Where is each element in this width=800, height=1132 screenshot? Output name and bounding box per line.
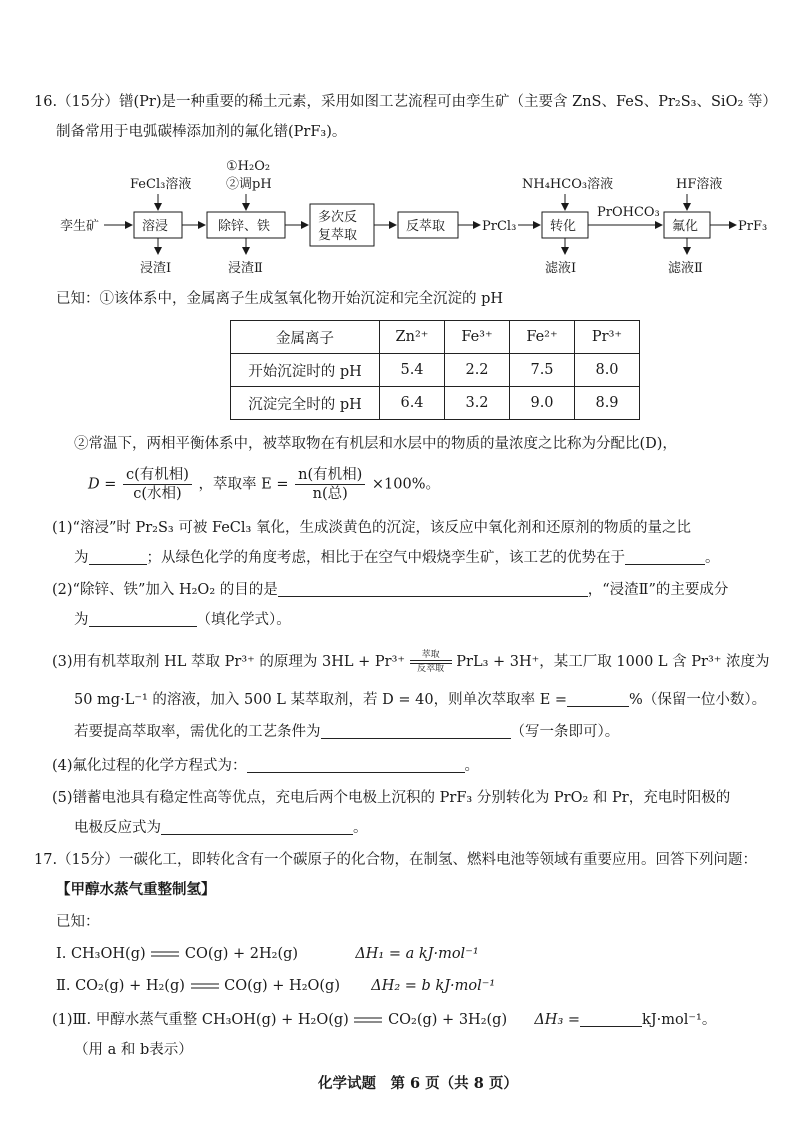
answer-blank[interactable] [625,548,705,565]
p3-c1: 若要提高萃取率，需优化的工艺条件为 [74,724,321,740]
reagent-ph: ②调pH [226,177,272,192]
r2-rhs: CO(g) + H₂O(g) [224,978,340,994]
answer-blank[interactable] [580,1010,642,1027]
reagent-fecl3: FeCl₃溶液 [130,177,192,192]
fraction-d-den: c(水相) [133,486,182,502]
answer-blank[interactable] [321,722,511,739]
p3-line-b [74,690,766,710]
p1-b2: ；从绿色化学的角度考虑，相比于在空气中煅烧孪生矿，该工艺的优势在于 [146,550,625,566]
table-header-row [231,321,640,354]
reagent-nh4hco3: NH₄HCO₃溶液 [522,177,614,192]
arrow-bottom-label: 反萃取 [410,663,452,674]
fraction-e [295,466,365,503]
p3-b1: 50 mg·L⁻¹ 的溶液，加入 500 L 某萃取剂，若 D = 40，则单次萃取率 E = [74,692,568,708]
p2-line-a [52,580,728,600]
p3-c2: （写一条即可）。 [510,724,620,740]
table-cell: 7.5 [510,354,575,387]
equilibrium-arrow-icon [150,949,180,959]
p2-a1: (2)“除锌、铁”加入 H₂O₂ 的目的是 [52,582,278,598]
box-fluorination-label: 氟化 [672,219,699,234]
reaction-2 [56,976,495,996]
box-remove-zn-fe-label: 除锌、铁 [218,219,271,234]
answer-blank[interactable] [247,756,465,773]
waste-2: 浸渣Ⅱ [228,261,263,276]
reagent-h2o2: ①H₂O₂ [226,159,271,174]
r2-lhs: Ⅱ. CO₂(g) + H₂(g) [56,978,185,994]
q16-line2: 制备常用于电弧碳棒添加剂的氟化镨(PrF₃)。 [56,124,347,140]
formula-line [88,466,440,503]
table-cell: 5.4 [380,354,445,387]
box-conversion-label: 转化 [550,219,577,234]
waste-1: 浸渣Ⅰ [140,261,172,276]
q16-line1: 16.（15分）镨(Pr)是一种重要的稀土元素，采用如图工艺流程可由孪生矿（主要含 ZnS、FeS、Pr₂S₃、SiO₂ 等） [34,94,777,110]
table-cell: 沉淀完全时的 pH [231,387,380,420]
answer-blank[interactable] [567,690,629,707]
p4-a1: (4)氟化过程的化学方程式为： [52,758,247,774]
r1-dh: ΔH₁ = a kJ·mol⁻¹ [355,946,479,962]
p3-a2: PrL₃ + 3H⁺，某工厂取 1000 L 含 Pr³⁺ 浓度为 [456,654,770,670]
p2-a2: ，“浸渣Ⅱ”的主要成分 [587,582,729,598]
table-cell: 8.0 [575,354,640,387]
table-cell: Fe³⁺ [445,321,510,354]
page-footer: 化学试题 第 6 页（共 8 页） [318,1075,518,1092]
equilibrium-arrow-icon [190,981,220,991]
table-cell: 9.0 [510,387,575,420]
q17-p1-unit: kJ·mol⁻¹。 [642,1012,717,1028]
fraction-d-num: c(有机相) [123,466,192,485]
waste-5: 滤液Ⅰ [545,261,577,276]
p5-line-a: (5)镨蓄电池具有稳定性高等优点，充电后两个电极上沉积的 PrF₃ 分别转化为 PrO₂ 和 Pr，充电时阳极的 [52,790,731,806]
q17-known: 已知： [56,914,100,930]
table-cell: 开始沉淀时的 pH [231,354,380,387]
table-cell: Zn²⁺ [380,321,445,354]
p3-line-a [52,650,770,674]
known-2: ②常温下，两相平衡体系中，被萃取物在有机层和水层中的物质的量浓度之比称为分配比(D)， [74,436,677,452]
feed-label: 孪生矿 [60,219,100,234]
table-cell: 6.4 [380,387,445,420]
p4-line [52,756,479,776]
table-cell: 2.2 [445,354,510,387]
p1-b1: 为 [74,550,89,566]
prohco3-label: PrOHCO₃ [597,205,660,220]
box-extraction-label-1: 多次反 [318,210,358,225]
waste-6: 滤液Ⅱ [668,261,703,276]
answer-blank[interactable] [161,818,353,835]
p2-b1: 为 [74,612,89,628]
equilibrium-arrow-icon [353,1015,383,1025]
p5-b2: 。 [353,820,368,836]
box-dissolve-label: 溶浸 [142,219,169,234]
table-row [231,354,640,387]
arrow-top-label: 萃取 [410,650,452,661]
known-1: 已知：①该体系中，金属离子生成氢氧化物开始沉淀和完全沉淀的 pH [56,291,504,307]
p3-line-c [74,722,619,742]
table-cell: Fe²⁺ [510,321,575,354]
precipitation-ph-table [230,320,640,420]
reversible-arrow [410,650,452,674]
r2-dh: ΔH₂ = b kJ·mol⁻¹ [371,978,496,994]
answer-blank[interactable] [278,580,588,597]
formula-mid: ，萃取率 E = [198,476,289,493]
r1-lhs: Ⅰ. CH₃OH(g) [56,946,146,962]
process-flow-diagram [0,150,800,280]
q17-p1-lhs: (1)Ⅲ. 甲醇水蒸气重整 CH₃OH(g) + H₂O(g) [52,1012,349,1028]
q17-line1: 17.（15分）一碳化工，即转化含有一个碳原子的化合物，在制氢、燃料电池等领域有重要应用。回答下列问题： [34,852,758,868]
formula-d-lhs: D = [88,476,117,493]
p4-a2: 。 [464,758,480,774]
fraction-e-den: n(总) [312,486,348,502]
box-back-extraction-label: 反萃取 [406,219,446,234]
table-cell: 金属离子 [231,321,380,354]
q17-p1-rhs: CO₂(g) + 3H₂(g) [388,1012,508,1028]
product-label: PrF₃ [738,219,768,234]
fraction-e-num: n(有机相) [295,466,365,485]
formula-tail: ×100%。 [371,476,440,493]
q17-section: 【甲醇水蒸气重整制氢】 [56,881,216,898]
table-cell: 3.2 [445,387,510,420]
table-cell: Pr³⁺ [575,321,640,354]
p3-a1: (3)用有机萃取剂 HL 萃取 Pr³⁺ 的原理为 3HL + Pr³⁺ [52,654,406,670]
q17-p1-note: （用 a 和 b表示） [74,1042,193,1058]
answer-blank[interactable] [89,548,147,565]
box-extraction-label-2: 复萃取 [318,228,358,243]
p2-line-b [74,610,291,630]
p5-line-b [74,818,368,838]
prcl3-label: PrCl₃ [482,219,517,234]
reaction-1 [56,944,479,964]
p5-b1: 电极反应式为 [74,820,161,836]
p2-b2: （填化学式）。 [196,612,291,628]
reagent-hf: HF溶液 [676,177,723,192]
q17-p1-line [52,1010,716,1030]
table-row [231,387,640,420]
r1-rhs: CO(g) + 2H₂(g) [184,946,299,962]
p1-line-b [74,548,720,568]
q17-p1-dh: ΔH₃ = [534,1012,581,1028]
p3-b2: %（保留一位小数）。 [629,692,767,708]
answer-blank[interactable] [89,610,197,627]
fraction-d [123,466,192,503]
p1-line-a: (1)“溶浸”时 Pr₂S₃ 可被 FeCl₃ 氧化，生成淡黄色的沉淀，该反应中氧化剂和还原剂的物质的量之比 [52,520,691,536]
table-cell: 8.9 [575,387,640,420]
p1-b3: 。 [705,550,720,566]
